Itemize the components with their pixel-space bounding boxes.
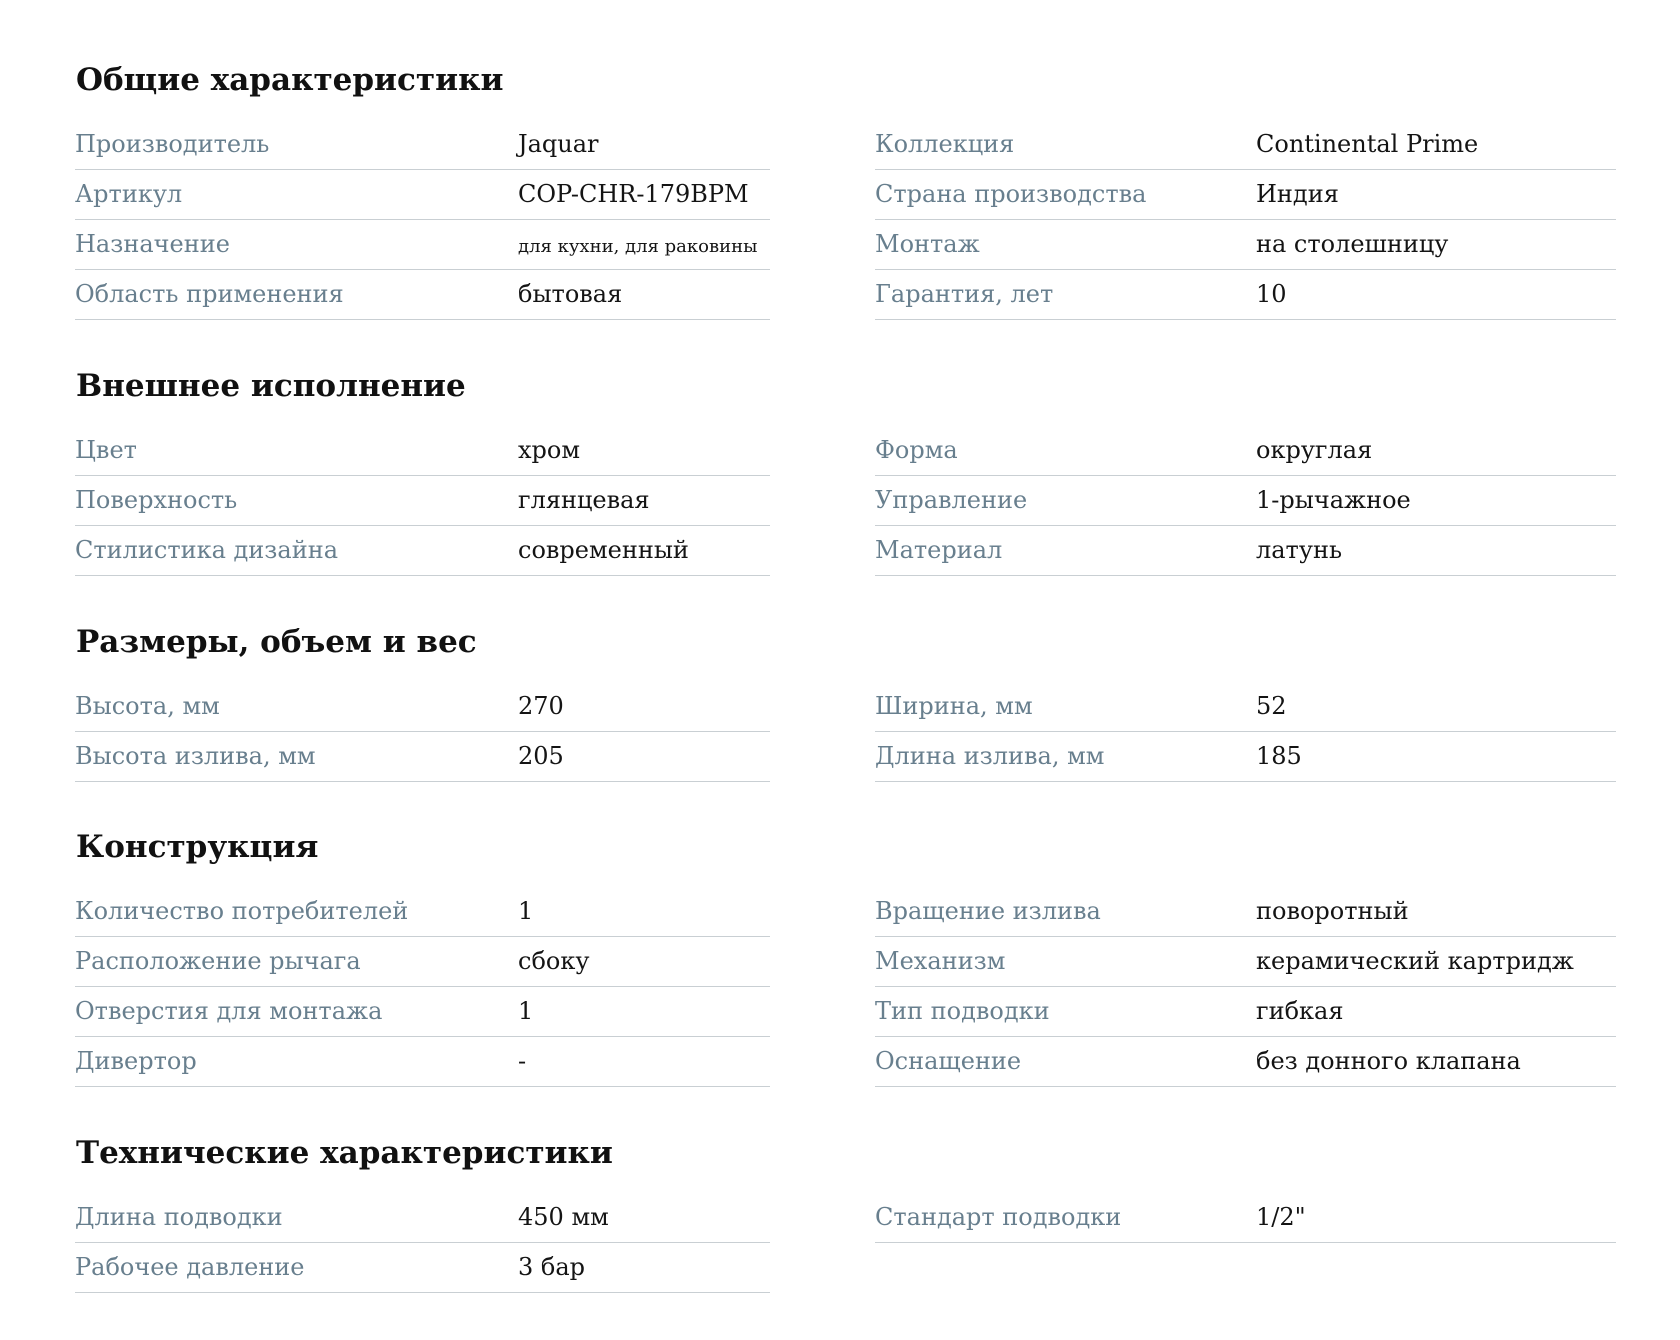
- spec-label: Длина излива, мм: [875, 742, 1105, 770]
- spec-value: на столешницу: [1256, 230, 1449, 258]
- spec-row: [875, 887, 1616, 937]
- spec-value: современный: [518, 536, 689, 564]
- spec-label: Артикул: [75, 180, 183, 208]
- spec-value: 185: [1256, 742, 1302, 770]
- technical-right-table: [875, 1193, 1616, 1243]
- spec-value: 1-рычажное: [1256, 486, 1411, 514]
- spec-row: [75, 120, 770, 170]
- section-title-construction: Конструкция: [76, 829, 319, 865]
- general-left-table: [75, 120, 770, 320]
- spec-label: Вращение излива: [875, 897, 1101, 925]
- spec-label: Высота, мм: [75, 692, 220, 720]
- appearance-left-table: [75, 426, 770, 576]
- spec-label: Стандарт подводки: [875, 1203, 1122, 1231]
- spec-row: [875, 170, 1616, 220]
- technical-left-table: [75, 1193, 770, 1293]
- section-title-general: Общие характеристики: [76, 62, 504, 98]
- spec-label: Управление: [875, 486, 1028, 514]
- spec-value: -: [518, 1047, 527, 1075]
- spec-row: [75, 1037, 770, 1087]
- spec-row: [875, 476, 1616, 526]
- dimensions-right-table: [875, 682, 1616, 782]
- spec-value: 52: [1256, 692, 1287, 720]
- spec-value: Continental Prime: [1256, 130, 1479, 158]
- spec-row: [75, 987, 770, 1037]
- spec-value: 1/2": [1256, 1203, 1306, 1231]
- spec-value: округлая: [1256, 436, 1373, 464]
- spec-value: без донного клапана: [1256, 1047, 1521, 1075]
- spec-label: Цвет: [75, 436, 137, 464]
- spec-row: [875, 120, 1616, 170]
- spec-label: Форма: [875, 436, 958, 464]
- spec-row: [875, 987, 1616, 1037]
- construction-right-table: [875, 887, 1616, 1087]
- spec-row: [75, 426, 770, 476]
- spec-row: [875, 526, 1616, 576]
- spec-row: [875, 1037, 1616, 1087]
- spec-value: 1: [518, 897, 534, 925]
- spec-row: [875, 937, 1616, 987]
- construction-left-table: [75, 887, 770, 1087]
- spec-row: [75, 682, 770, 732]
- spec-row: [75, 732, 770, 782]
- spec-label: Коллекция: [875, 130, 1015, 158]
- spec-row: [875, 732, 1616, 782]
- spec-label: Страна производства: [875, 180, 1147, 208]
- spec-row: [875, 270, 1616, 320]
- dimensions-left-table: [75, 682, 770, 782]
- spec-row: [875, 426, 1616, 476]
- section-title-dimensions: Размеры, объем и вес: [76, 624, 477, 660]
- spec-label: Количество потребителей: [75, 897, 409, 925]
- spec-value: латунь: [1256, 536, 1343, 564]
- spec-value: 205: [518, 742, 564, 770]
- spec-label: Оснащение: [875, 1047, 1022, 1075]
- spec-value: Индия: [1256, 180, 1339, 208]
- spec-value: 10: [1256, 280, 1287, 308]
- spec-label: Монтаж: [875, 230, 980, 258]
- spec-label: Гарантия, лет: [875, 280, 1054, 308]
- spec-row: [75, 220, 770, 270]
- spec-label: Назначение: [75, 230, 230, 258]
- section-title-appearance: Внешнее исполнение: [76, 368, 466, 404]
- spec-value: поворотный: [1256, 897, 1409, 925]
- spec-label: Механизм: [875, 947, 1006, 975]
- spec-label: Высота излива, мм: [75, 742, 316, 770]
- spec-value: гибкая: [1256, 997, 1344, 1025]
- spec-label: Стилистика дизайна: [75, 536, 339, 564]
- spec-row: [875, 1193, 1616, 1243]
- spec-label: Расположение рычага: [75, 947, 361, 975]
- spec-value: сбоку: [518, 947, 590, 975]
- spec-row: [75, 1243, 770, 1293]
- spec-value: Jaquar: [518, 130, 599, 158]
- spec-row: [75, 270, 770, 320]
- spec-label: Дивертор: [75, 1047, 197, 1075]
- spec-label: Ширина, мм: [875, 692, 1033, 720]
- spec-value: хром: [518, 436, 581, 464]
- section-title-technical: Технические характеристики: [76, 1135, 613, 1171]
- spec-row: [75, 887, 770, 937]
- spec-row: [875, 682, 1616, 732]
- spec-value: 1: [518, 997, 534, 1025]
- spec-row: [75, 476, 770, 526]
- spec-label: Поверхность: [75, 486, 238, 514]
- spec-value: керамический картридж: [1256, 947, 1574, 975]
- spec-value: 450 мм: [518, 1203, 609, 1231]
- spec-label: Тип подводки: [875, 997, 1050, 1025]
- spec-label: Длина подводки: [75, 1203, 283, 1231]
- spec-value: 3 бар: [518, 1253, 586, 1281]
- spec-label: Производитель: [75, 130, 270, 158]
- spec-row: [875, 220, 1616, 270]
- general-right-table: [875, 120, 1616, 320]
- spec-label: Область применения: [75, 280, 344, 308]
- appearance-right-table: [875, 426, 1616, 576]
- spec-row: [75, 1193, 770, 1243]
- spec-value: 270: [518, 692, 564, 720]
- spec-value: для кухни, для раковины: [518, 236, 758, 257]
- spec-label: Отверстия для монтажа: [75, 997, 383, 1025]
- spec-label: Рабочее давление: [75, 1253, 305, 1281]
- spec-row: [75, 170, 770, 220]
- spec-label: Материал: [875, 536, 1003, 564]
- spec-value: бытовая: [518, 280, 623, 308]
- spec-value: глянцевая: [518, 486, 650, 514]
- spec-value: COP-CHR-179BPM: [518, 180, 749, 208]
- spec-row: [75, 526, 770, 576]
- spec-row: [75, 937, 770, 987]
